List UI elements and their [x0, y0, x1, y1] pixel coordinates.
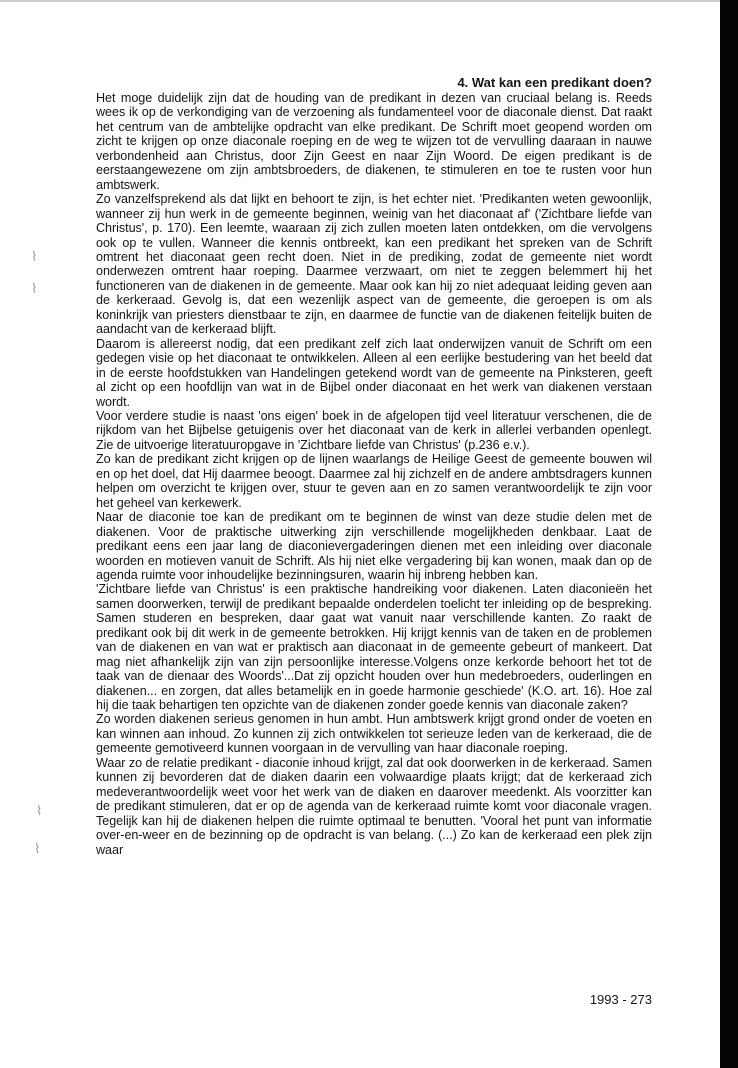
body-paragraph: Zo worden diakenen serieus genomen in hun ambt. Hun ambtswerk krijgt grond onder de voeten en kan winnen aan inhoud. Zo kunnen zij zich ontwikkelen tot serieuze leden van de kerkeraad, die de gemeente gemotiveerd kunnen voorgaan in de vervulling van haar diaconale roeping.: [96, 712, 652, 756]
body-paragraph: Zo kan de predikant zicht krijgen op de lijnen waarlangs de Heilige Geest de gemeente bouwen wil en op het doel, dat Hij daarmee beoogt. Daarmee zal hij zichzelf en de andere ambtsdragers kunnen helpen om overzicht te krijgen over, stuur te geven aan en zo samen verantwoordelijk te zijn voor het geheel van kerkewerk.: [96, 452, 652, 510]
body-paragraph: Waar zo de relatie predikant - diaconie inhoud krijgt, zal dat ook doorwerken in de kerkeraad. Samen kunnen zij bevorderen dat de diaken daarin een volwaardige plaats krijgt; dat de kerkeraad zich medeverantwoordelijk weet voor het werk van de diaken en daarover meedenkt. Als voorzitter kan de predikant stimuleren, dat er op de agenda van de kerkeraad ruimte komt voor diaconale vragen. Tegelijk kan hij de diakenen helpen die ruimte optimaal te benutten. 'Vooral het punt van informatie over-en-weer en de bezinning op de opdracht is van belang. (...) Zo kan de kerkeraad een plek zijn waar: [96, 755, 652, 857]
scan-top-edge: [0, 0, 738, 2]
body-paragraph: 'Zichtbare liefde van Christus' is een praktische handreiking voor diakenen. Laten diaconieën het samen doorwerken, terwijl de predikant bepaalde onderdelen toelicht ter inleiding op de bespreking. Samen studeren en bespreken, daar gaat wat vanuit naar verschillende kanten. Zo raakt de predikant ook bij dit werk in de gemeente betrokken. Hij krijgt kennis van de taken en de problemen van de diakenen en van wat er praktisch aan diaconaat in de gemeente gebeurt of mankeert. Dat mag niet afhankelijk zijn van zijn persoonlijke interesse.Volgens onze kerkorde behoort het tot de taak van de dienaar des Woords'...Dat zij opzicht houden over hun medebroeders, ouderlingen en diakenen... en zorgen, dat alles betamelijk en in goede harmonie geschiede' (K.O. art. 16). Hoe zal hij die taak behartigen ten opzichte van de diakenen zonder goede kennis van diaconale zaken?: [96, 582, 652, 713]
body-paragraph: Zo vanzelfsprekend als dat lijkt en behoort te zijn, is het echter niet. 'Predikanten weten gewoonlijk, wanneer zij hun werk in de gemeente beginnen, weinig van het diaconaat af' ('Zichtbare liefde van Christus', p. 170). Een leemte, waaraan zij zich zullen moeten laten ontdekken, om die vervolgens ook op te vullen. Wanneer die kennis ontbreekt, kan een predikant het spreken van de Schrift omtrent het diaconaat geen recht doen. Niet in de prediking, zodat de gemeente niet wordt onderwezen omtrent haar roeping. Daarmee verzwaart, om niet te zeggen belemmert hij het functioneren van de diakenen in de gemeente. Maar ook kan hij zo niet adequaat leiding geven aan de kerkeraad. Gevolg is, dat een wezenlijk aspect van de gemeente, die geroepen is om als koninkrijk van priesters dienstbaar te zijn, en daarmee de functie van de diakenen feitelijk buiten de aandacht van de kerkeraad blijft.: [96, 192, 652, 337]
body-paragraph: Voor verdere studie is naast 'ons eigen' boek in de afgelopen tijd veel literatuur verschenen, die de rijkdom van het Bijbelse getuigenis over het diaconaat van de kerk in allerlei verbanden openlegt. Zie de uitvoerige literatuuropgave in 'Zichtbare liefde van Christus' (p.236 e.v.).: [96, 408, 652, 452]
body-paragraph: Het moge duidelijk zijn dat de houding van de predikant in dezen van cruciaal belang is. Reeds wees ik op de verkondiging van de verzoening als fundamenteel voor de diaconale dienst. Dat raakt het centrum van de ambtelijke opdracht van elke predikant. De Schrift moet geopend worden om zicht te krijgen op onze diaconale roeping en de weg te wijzen tot de vervulling daaraan in nauwe verbondenheid aan Christus, door Zijn Geest en naar Zijn Woord. De eigen predikant is de eerstaangewezene om zijn ambtsbroeders, de diakenen, te stimuleren en toe te rusten voor hun ambtswerk.: [96, 91, 652, 192]
body-paragraph: Daarom is allereerst nodig, dat een predikant zelf zich laat onderwijzen vanuit de Schrift om een gedegen visie op het diaconaat te ontwikkelen. Alleen al een eerlijke bestudering van het beeld dat in de eerste hoofdstukken van Handelingen getekend wordt van de gemeente na Pinksteren, geeft al zicht op een hoofdlijn van wat in de Bijbel onder diaconaat en het werk van diakenen verstaan wordt.: [96, 336, 652, 409]
document-page: [96, 76, 652, 857]
margin-mark: ⌇: [31, 282, 38, 297]
margin-mark: ⌇: [36, 804, 43, 819]
page-number: 1993 - 273: [589, 992, 652, 1007]
scan-border: [720, 0, 738, 1068]
section-heading: 4. Wat kan een predikant doen?: [457, 75, 652, 90]
margin-mark: ⌇: [34, 842, 41, 857]
margin-mark: ⌇: [31, 250, 38, 265]
body-paragraph: Naar de diaconie toe kan de predikant om te beginnen de winst van deze studie delen met de diakenen. Voor de praktische uitwerking zijn verschillende mogelijkheden denkbaar. Laat de predikant eens een jaar lang de diaconievergaderingen dienen met een inleiding over diaconale woorden en motieven vanuit de Schrift. Als hij niet elke vergadering bij kan wonen, maak dan op de agenda ruimte voor inhoudelijke bezinningsuren, waarin hij inbreng hebben kan.: [96, 510, 652, 582]
